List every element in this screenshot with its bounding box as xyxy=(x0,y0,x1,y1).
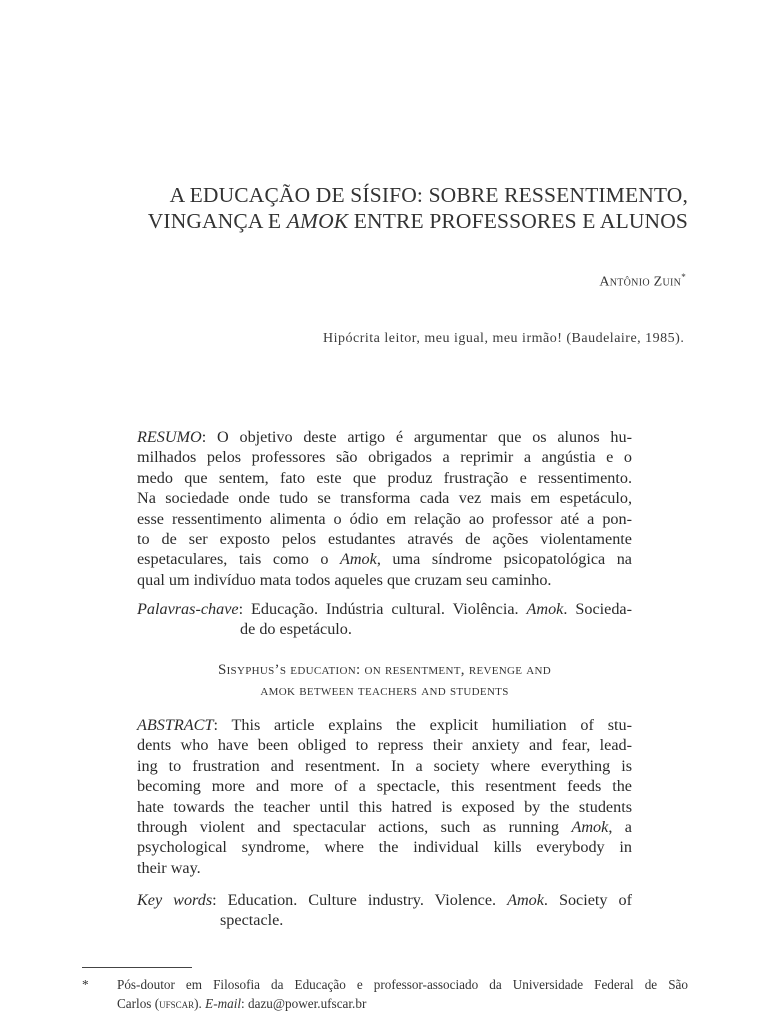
abstract-line: dents who have been obliged to repress their anxiety and fear, lead- xyxy=(137,736,632,755)
footnote-line xyxy=(117,995,688,1014)
abstract-line xyxy=(137,715,632,735)
keywords-en-amok: Amok xyxy=(507,891,544,909)
keywords-pt-amok: Amok xyxy=(526,600,564,618)
resumo-amok: Amok xyxy=(339,550,377,569)
footnote xyxy=(82,976,688,1013)
keywords-pt-line xyxy=(137,599,632,619)
footnote-text xyxy=(117,976,688,1013)
abstract-label: ABSTRACT xyxy=(137,716,214,734)
english-title xyxy=(137,660,632,702)
abstract-line: ing to frustration and resentment. In a society where everything is xyxy=(137,756,632,775)
resumo-text: , uma síndrome psicopatológica na xyxy=(376,550,632,569)
title-text: ENTRE PROFESSORES E ALUNOS xyxy=(348,209,688,233)
footnote-divider xyxy=(82,967,192,968)
abstract-paragraph xyxy=(137,715,632,878)
title-amok: AMOK xyxy=(286,209,349,233)
resumo-line: Na sociedade onde tudo se transforma cada vez mais em espetáculo, xyxy=(137,489,632,508)
resumo-paragraph xyxy=(137,427,632,590)
footnote-text-part: ). xyxy=(194,995,206,1011)
epigraph: Hipócrita leitor, meu igual, meu irmão! (Baudelaire, 1985). xyxy=(323,331,685,346)
footnote-line: Pós-doutor em Filosofia da Educação e professor-associado da Universidade Federal de São xyxy=(117,977,688,992)
footnote-ufscar: ufscar xyxy=(159,995,195,1011)
title-line-1: A EDUCAÇÃO DE SÍSIFO: SOBRE RESSENTIMENTO, xyxy=(169,183,688,207)
author-text: Antônio Zuin xyxy=(599,274,682,290)
keywords-en-text: : Education. Culture industry. Violence. xyxy=(212,891,508,909)
resumo-line: to de ser exposto pelos estudantes através de ações violentamente xyxy=(137,530,632,549)
abstract-line: hate towards the teacher until this hatred is exposed by the students xyxy=(137,797,632,816)
abstract-text: : This article explains the explicit humiliation of stu- xyxy=(213,716,632,734)
abstract-line: their way. xyxy=(137,858,201,877)
abstract-text: through violent and spectacular actions, such as running xyxy=(137,818,572,837)
resumo-text: : O objetivo deste artigo é argumentar que os alunos hu- xyxy=(201,428,632,446)
author-name xyxy=(599,272,686,291)
english-title-line-2: amok between teachers and students xyxy=(260,683,509,699)
abstract-text: , a xyxy=(608,818,632,837)
keywords-en-text: . Society of xyxy=(543,891,632,909)
author-footnote-mark: * xyxy=(681,272,686,282)
abstract-line: becoming more and more of a spectacle, this resentment feeds the xyxy=(137,777,632,796)
resumo-line: esse ressentimento alimenta o ódio em relação ao professor até a pon- xyxy=(137,509,632,528)
resumo-line xyxy=(137,549,632,569)
keywords-en xyxy=(137,890,632,931)
keywords-pt-text: . Socieda- xyxy=(563,600,632,618)
keywords-en-label: Key words xyxy=(137,891,213,909)
title-text: VINGANÇA E xyxy=(147,209,287,233)
resumo-line: qual um indivíduo mata todos aqueles que cruzam seu caminho. xyxy=(137,570,552,589)
keywords-pt xyxy=(137,599,632,640)
resumo-line: milhados pelos professores são obrigados a reprimir a angústia e o xyxy=(137,448,632,467)
resumo-label: RESUMO xyxy=(137,428,202,446)
resumo-line xyxy=(137,427,632,447)
abstract-amok: Amok xyxy=(571,818,609,837)
footnote-text-part: Carlos ( xyxy=(117,995,160,1011)
keywords-en-line: spectacle. xyxy=(220,911,284,930)
resumo-text: espetaculares, tais como o xyxy=(137,550,340,569)
title-line-2 xyxy=(100,208,688,234)
keywords-pt-label: Palavras-chave xyxy=(137,600,239,618)
keywords-pt-text: : Educação. Indústria cultural. Violência. xyxy=(238,600,527,618)
english-title-line-1: Sisyphus’s education: on resentment, revenge and xyxy=(217,662,552,678)
abstract-line xyxy=(137,817,632,837)
abstract-line: psychological syndrome, where the individual kills everybody in xyxy=(137,838,632,857)
footnote-email-label: E-mail xyxy=(205,995,242,1011)
keywords-en-line xyxy=(137,890,632,910)
footnote-email: : dazu@power.ufscar.br xyxy=(241,995,367,1011)
keywords-pt-line: de do espetáculo. xyxy=(240,620,352,639)
resumo-line: medo que sentem, fato este que produz frustração e ressentimento. xyxy=(137,468,632,487)
article-title xyxy=(100,182,688,234)
footnote-mark: * xyxy=(82,977,89,992)
